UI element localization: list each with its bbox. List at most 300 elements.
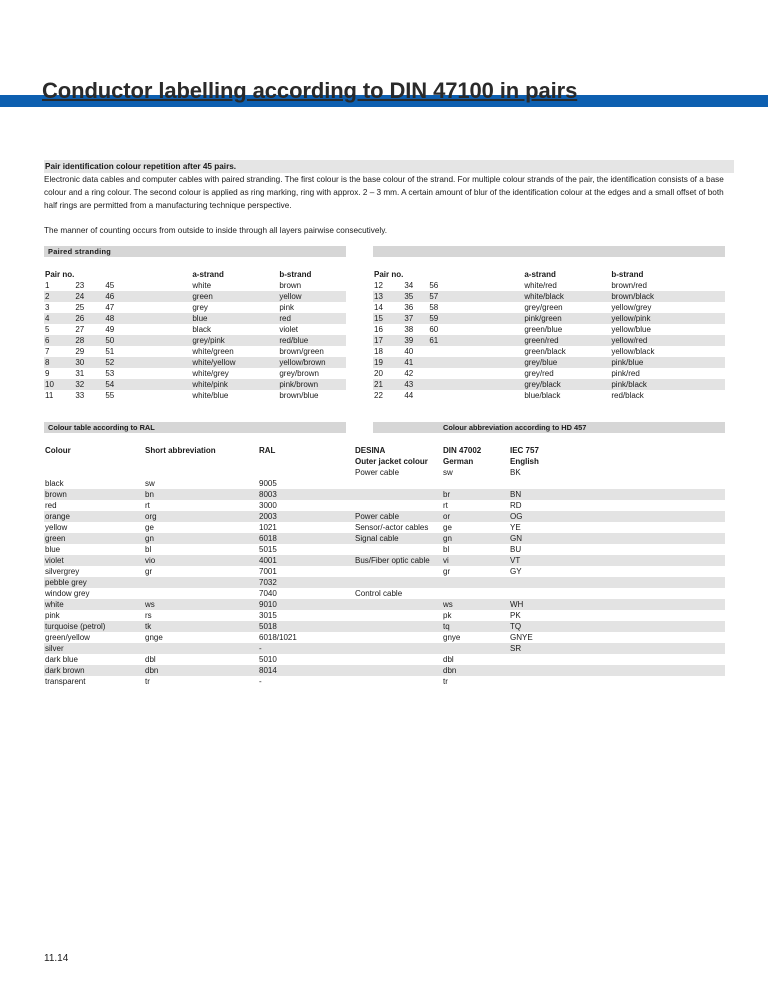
- table-cell: white/pink: [191, 379, 278, 390]
- table-row: [44, 555, 725, 566]
- table-cell: org: [144, 511, 258, 522]
- table-cell: ws: [442, 599, 509, 610]
- table-row: [44, 533, 725, 544]
- table-cell: OG: [509, 511, 725, 522]
- table-row: [44, 379, 346, 390]
- din-header: DIN 47002 German: [443, 446, 482, 466]
- paired-stranding-band: Paired stranding: [44, 246, 346, 257]
- pairs-right-header: [373, 269, 725, 280]
- table-cell: [509, 577, 725, 588]
- pairs-col-header: [428, 269, 523, 280]
- table-cell: 6: [44, 335, 74, 346]
- table-cell: 23: [75, 281, 85, 290]
- table-cell: 34: [404, 281, 414, 290]
- table-cell: 46: [104, 291, 191, 302]
- table-cell: [428, 379, 523, 390]
- table-cell: pink/brown: [278, 379, 346, 390]
- table-cell: VT: [509, 555, 725, 566]
- table-cell: [144, 577, 258, 588]
- table-row: [373, 368, 725, 379]
- table-row: [44, 280, 346, 291]
- table-cell: grey/pink: [191, 335, 278, 346]
- table-row: [44, 500, 725, 511]
- table-cell: 28: [74, 335, 104, 346]
- table-cell: bl: [443, 545, 450, 554]
- table-cell: BU: [510, 545, 522, 554]
- table-cell: 8014: [258, 665, 354, 676]
- table-cell: white/yellow: [191, 357, 278, 368]
- table-cell: 27: [75, 325, 85, 334]
- table-cell: grey/blue: [523, 357, 610, 368]
- table-cell: [354, 566, 442, 577]
- table-row: [44, 610, 725, 621]
- table-cell: grey/black: [523, 379, 610, 390]
- table-cell: brown/blue: [279, 391, 319, 400]
- table-row: [373, 280, 725, 291]
- pairs-col-header: Pair no.: [45, 270, 75, 279]
- table-cell: white/blue: [192, 391, 229, 400]
- table-cell: 35: [403, 291, 428, 302]
- table-cell: blue: [191, 313, 278, 324]
- ral-header: RAL: [259, 446, 276, 455]
- table-cell: BK: [510, 468, 521, 477]
- table-cell: [354, 621, 442, 632]
- table-cell: 42: [404, 369, 414, 378]
- table-cell: grey/green: [524, 303, 563, 312]
- table-cell: [509, 478, 725, 489]
- table-cell: SR: [509, 643, 725, 654]
- table-row: [44, 588, 725, 599]
- table-cell: dbn: [144, 665, 258, 676]
- hd457-abbreviation-band: Colour abbreviation according to HD 457: [373, 422, 725, 433]
- table-cell: pink: [279, 303, 295, 312]
- table-cell: 61: [428, 335, 523, 346]
- table-cell: 4: [44, 313, 74, 324]
- table-row: [44, 335, 346, 346]
- table-cell: yellow/brown: [278, 357, 346, 368]
- table-cell: Bus/Fiber optic cable: [354, 555, 442, 566]
- table-cell: 39: [403, 335, 428, 346]
- table-cell: 15: [373, 313, 403, 324]
- table-cell: red/black: [611, 391, 644, 400]
- table-cell: 47: [105, 303, 115, 312]
- table-cell: 6018: [258, 533, 354, 544]
- table-cell: green/black: [524, 347, 566, 356]
- table-cell: white/black: [523, 291, 610, 302]
- table-cell: 56: [429, 281, 439, 290]
- pairs-col-header: a-strand: [524, 270, 556, 279]
- table-cell: 17: [373, 335, 403, 346]
- table-cell: 41: [403, 357, 428, 368]
- table-cell: 36: [404, 303, 414, 312]
- table-cell: violet: [279, 325, 299, 334]
- page-title: Conductor labelling according to DIN 47100 in pairs: [42, 78, 578, 103]
- table-cell: dbl: [443, 655, 454, 664]
- table-cell: bl: [145, 545, 152, 554]
- table-cell: 6018/1021: [259, 633, 297, 642]
- table-cell: 2: [44, 291, 74, 302]
- table-cell: white: [44, 599, 144, 610]
- table-cell: 31: [75, 369, 85, 378]
- table-row: [373, 291, 725, 302]
- table-cell: [509, 654, 725, 665]
- table-cell: turquoise (petrol): [44, 621, 144, 632]
- table-cell: ge: [145, 523, 154, 532]
- table-cell: [442, 588, 509, 599]
- table-cell: [354, 654, 442, 665]
- table-cell: gr: [443, 567, 451, 576]
- table-cell: 8: [44, 357, 74, 368]
- table-cell: 29: [75, 347, 85, 356]
- table-cell: [144, 588, 258, 599]
- table-cell: gn: [442, 533, 509, 544]
- table-cell: ws: [144, 599, 258, 610]
- table-cell: brown: [44, 489, 144, 500]
- table-cell: [354, 500, 442, 511]
- table-row: [44, 346, 346, 357]
- table-cell: GN: [509, 533, 725, 544]
- table-cell: 16: [374, 325, 383, 334]
- table-cell: 14: [374, 303, 383, 312]
- table-row: [44, 566, 725, 577]
- table-cell: 33: [75, 391, 85, 400]
- iec-header: IEC 757 English: [510, 446, 539, 466]
- table-cell: 45: [105, 281, 115, 290]
- table-cell: yellow/grey: [611, 303, 652, 312]
- table-cell: 19: [373, 357, 403, 368]
- table-cell: BN: [509, 489, 725, 500]
- table-cell: silver: [44, 643, 144, 654]
- table-cell: 10: [44, 379, 74, 390]
- table-cell: [509, 665, 725, 676]
- table-cell: [442, 478, 509, 489]
- table-cell: silvergrey: [45, 567, 80, 576]
- table-cell: [428, 357, 523, 368]
- colour-table: [44, 445, 725, 687]
- table-cell: [428, 368, 523, 379]
- table-cell: 51: [105, 347, 115, 356]
- pairs-table-right: [373, 269, 725, 401]
- table-cell: [428, 390, 523, 401]
- table-row: [373, 390, 725, 401]
- table-cell: 11: [45, 391, 54, 400]
- table-cell: 30: [74, 357, 104, 368]
- intro-note: The manner of counting occurs from outside to inside through all layers pairwise consecutively.: [44, 226, 387, 235]
- table-row: [44, 522, 725, 533]
- table-row: [44, 368, 346, 379]
- table-cell: 9010: [258, 599, 354, 610]
- table-cell: pebble grey: [44, 577, 144, 588]
- table-cell: violet: [44, 555, 144, 566]
- table-cell: [144, 467, 258, 478]
- table-row: [44, 676, 725, 687]
- table-cell: TQ: [509, 621, 725, 632]
- table-cell: [509, 676, 725, 687]
- table-row: [44, 313, 346, 324]
- table-cell: 25: [75, 303, 85, 312]
- table-cell: WH: [509, 599, 725, 610]
- table-row: [44, 665, 725, 676]
- table-row: [44, 621, 725, 632]
- table-cell: 5: [45, 325, 50, 334]
- table-cell: dbn: [442, 665, 509, 676]
- table-row: [373, 346, 725, 357]
- table-cell: 26: [74, 313, 104, 324]
- table-cell: blue/black: [524, 391, 561, 400]
- table-cell: 12: [374, 281, 383, 290]
- table-cell: green: [191, 291, 278, 302]
- table-cell: Sensor/-actor cables: [355, 523, 429, 532]
- paired-stranding-band-right: [373, 246, 725, 257]
- table-cell: [442, 643, 509, 654]
- table-cell: rt: [443, 501, 448, 510]
- table-cell: gnye: [443, 633, 461, 642]
- table-cell: white/green: [192, 347, 234, 356]
- table-cell: blue: [45, 545, 61, 554]
- table-cell: yellow/pink: [610, 313, 725, 324]
- table-cell: green/red: [523, 335, 610, 346]
- table-row: [373, 302, 725, 313]
- table-cell: white/red: [524, 281, 557, 290]
- table-row: [373, 313, 725, 324]
- table-cell: green/blue: [524, 325, 563, 334]
- table-cell: window grey: [45, 589, 90, 598]
- table-cell: Control cable: [355, 589, 403, 598]
- pairs-col-header: b-strand: [611, 270, 644, 279]
- table-cell: gn: [144, 533, 258, 544]
- table-cell: sw: [145, 479, 155, 488]
- table-cell: br: [442, 489, 509, 500]
- table-cell: 21: [373, 379, 403, 390]
- pairs-left-header: [44, 269, 346, 280]
- table-cell: [354, 610, 442, 621]
- table-cell: [354, 665, 442, 676]
- table-cell: RD: [510, 501, 522, 510]
- table-cell: 1021: [259, 523, 277, 532]
- table-cell: tk: [144, 621, 258, 632]
- table-cell: 50: [104, 335, 191, 346]
- table-cell: 7040: [259, 589, 277, 598]
- pairs-col-header: a-strand: [192, 270, 224, 279]
- table-cell: [144, 643, 258, 654]
- pairs-table-left: [44, 269, 346, 401]
- table-row: [44, 511, 725, 522]
- table-cell: yellow/blue: [611, 325, 651, 334]
- table-cell: grey: [192, 303, 208, 312]
- table-row: [44, 544, 725, 555]
- pairs-right-body: [373, 280, 725, 401]
- table-cell: grey/brown: [279, 369, 319, 378]
- table-cell: 3015: [259, 611, 277, 620]
- table-cell: white/grey: [192, 369, 229, 378]
- table-row: [44, 302, 346, 313]
- table-cell: or: [442, 511, 509, 522]
- table-cell: dbl: [145, 655, 156, 664]
- table-cell: 5015: [259, 545, 277, 554]
- table-cell: yellow: [45, 523, 68, 532]
- table-cell: vi: [442, 555, 509, 566]
- table-cell: 9005: [259, 479, 277, 488]
- intro-heading: Pair identification colour repetition after 45 pairs.: [44, 160, 734, 173]
- table-cell: yellow/red: [610, 335, 725, 346]
- table-row: [44, 291, 346, 302]
- table-cell: 3000: [259, 501, 277, 510]
- table-cell: 13: [373, 291, 403, 302]
- table-cell: [428, 346, 523, 357]
- table-row: [44, 390, 346, 401]
- table-cell: yellow: [278, 291, 346, 302]
- table-cell: red/blue: [278, 335, 346, 346]
- table-cell: 20: [374, 369, 383, 378]
- table-cell: 58: [429, 303, 439, 312]
- table-row: [373, 335, 725, 346]
- table-cell: rs: [145, 611, 152, 620]
- table-row: [373, 379, 725, 390]
- table-cell: 60: [429, 325, 439, 334]
- table-cell: Power cable: [355, 468, 400, 477]
- pairs-col-header: [74, 269, 104, 280]
- table-cell: [509, 588, 725, 599]
- table-cell: 8003: [258, 489, 354, 500]
- pairs-col-header: [403, 269, 428, 280]
- table-cell: ge: [443, 523, 452, 532]
- table-cell: gnge: [145, 633, 163, 642]
- table-cell: 44: [404, 391, 414, 400]
- table-cell: pink/blue: [610, 357, 725, 368]
- short-abbreviation-header: Short abbreviation: [145, 446, 216, 455]
- table-cell: tq: [442, 621, 509, 632]
- intro-section: [44, 160, 734, 237]
- table-cell: sw: [443, 468, 453, 477]
- table-cell: 49: [105, 325, 115, 334]
- table-cell: 40: [404, 347, 414, 356]
- table-cell: 57: [428, 291, 523, 302]
- table-cell: red: [278, 313, 346, 324]
- table-cell: pink/black: [610, 379, 725, 390]
- table-cell: yellow/black: [611, 347, 655, 356]
- table-cell: 59: [428, 313, 523, 324]
- table-cell: bn: [144, 489, 258, 500]
- table-cell: [354, 632, 442, 643]
- table-cell: brown/red: [611, 281, 647, 290]
- table-row: [44, 357, 346, 368]
- page-number: 11.14: [44, 953, 69, 964]
- table-cell: [354, 489, 442, 500]
- table-cell: Signal cable: [354, 533, 442, 544]
- table-cell: dark blue: [45, 655, 78, 664]
- table-cell: 9: [45, 369, 50, 378]
- table-cell: 37: [403, 313, 428, 324]
- table-cell: 52: [104, 357, 191, 368]
- table-cell: 7001: [259, 567, 277, 576]
- table-cell: -: [259, 677, 262, 686]
- table-cell: black: [192, 325, 212, 334]
- table-row: [44, 478, 725, 489]
- table-cell: YE: [510, 523, 521, 532]
- table-cell: 43: [403, 379, 428, 390]
- table-cell: orange: [44, 511, 144, 522]
- table-cell: [44, 467, 144, 478]
- pairs-left-body: [44, 280, 346, 401]
- table-row: [373, 357, 725, 368]
- table-cell: 2003: [258, 511, 354, 522]
- pairs-col-header: b-strand: [279, 270, 312, 279]
- table-cell: 32: [74, 379, 104, 390]
- table-cell: [354, 676, 442, 687]
- table-cell: grey/red: [524, 369, 554, 378]
- table-cell: brown: [279, 281, 302, 290]
- table-cell: Power cable: [354, 511, 442, 522]
- intro-paragraph: Electronic data cables and computer cables with paired stranding. The first colour is the base colour of the strand. For multiple colour strands of the pair, the identification consists of a base colour and a ring colour. The second colour is applied as ring marking, ring with approx. 2 – 3 mm. A certain amount of blur of the identification colour at the edges and a small offset of both half rings are permitted from a manufacturing technique perspective.: [44, 175, 724, 210]
- pairs-col-header: [104, 269, 191, 280]
- table-cell: [258, 467, 354, 478]
- table-row: [44, 599, 725, 610]
- table-cell: PK: [510, 611, 521, 620]
- table-cell: black: [45, 479, 64, 488]
- table-row: [44, 632, 725, 643]
- table-cell: pink/green: [523, 313, 610, 324]
- table-cell: brown/black: [610, 291, 725, 302]
- table-cell: white: [192, 281, 212, 290]
- table-row: [44, 467, 725, 478]
- table-cell: vio: [144, 555, 258, 566]
- table-cell: GNYE: [510, 633, 533, 642]
- table-cell: [442, 577, 509, 588]
- table-cell: 1: [45, 281, 50, 290]
- colour-table-header: [44, 445, 725, 467]
- table-cell: brown/green: [279, 347, 324, 356]
- table-cell: 53: [105, 369, 115, 378]
- table-cell: 5010: [259, 655, 277, 664]
- table-cell: tr: [145, 677, 150, 686]
- table-cell: [354, 544, 442, 555]
- table-cell: 4001: [258, 555, 354, 566]
- colour-table-body: [44, 467, 725, 687]
- table-cell: pink/red: [611, 369, 640, 378]
- desina-header: DESINA Outer jacket colour: [355, 446, 428, 466]
- table-row: [44, 577, 725, 588]
- table-cell: 54: [104, 379, 191, 390]
- table-cell: dark brown: [44, 665, 144, 676]
- table-cell: pink: [45, 611, 60, 620]
- table-row: [44, 654, 725, 665]
- table-row: [373, 324, 725, 335]
- table-cell: [354, 599, 442, 610]
- table-cell: [354, 478, 442, 489]
- table-cell: green/yellow: [45, 633, 90, 642]
- table-cell: 7: [45, 347, 50, 356]
- ral-colour-table-band: Colour table according to RAL: [44, 422, 346, 433]
- table-cell: green: [44, 533, 144, 544]
- table-cell: 22: [374, 391, 383, 400]
- table-cell: pk: [443, 611, 452, 620]
- table-cell: tr: [443, 677, 448, 686]
- table-cell: 55: [105, 391, 115, 400]
- table-row: [44, 489, 725, 500]
- table-cell: transparent: [45, 677, 86, 686]
- table-row: [44, 643, 725, 654]
- table-cell: 18: [374, 347, 383, 356]
- table-cell: [354, 643, 442, 654]
- table-row: [44, 324, 346, 335]
- colour-header: Colour: [45, 446, 71, 455]
- pairs-col-header: Pair no.: [374, 270, 404, 279]
- table-cell: 24: [74, 291, 104, 302]
- table-cell: -: [258, 643, 354, 654]
- table-cell: rt: [145, 501, 150, 510]
- table-cell: 7032: [258, 577, 354, 588]
- table-cell: 48: [104, 313, 191, 324]
